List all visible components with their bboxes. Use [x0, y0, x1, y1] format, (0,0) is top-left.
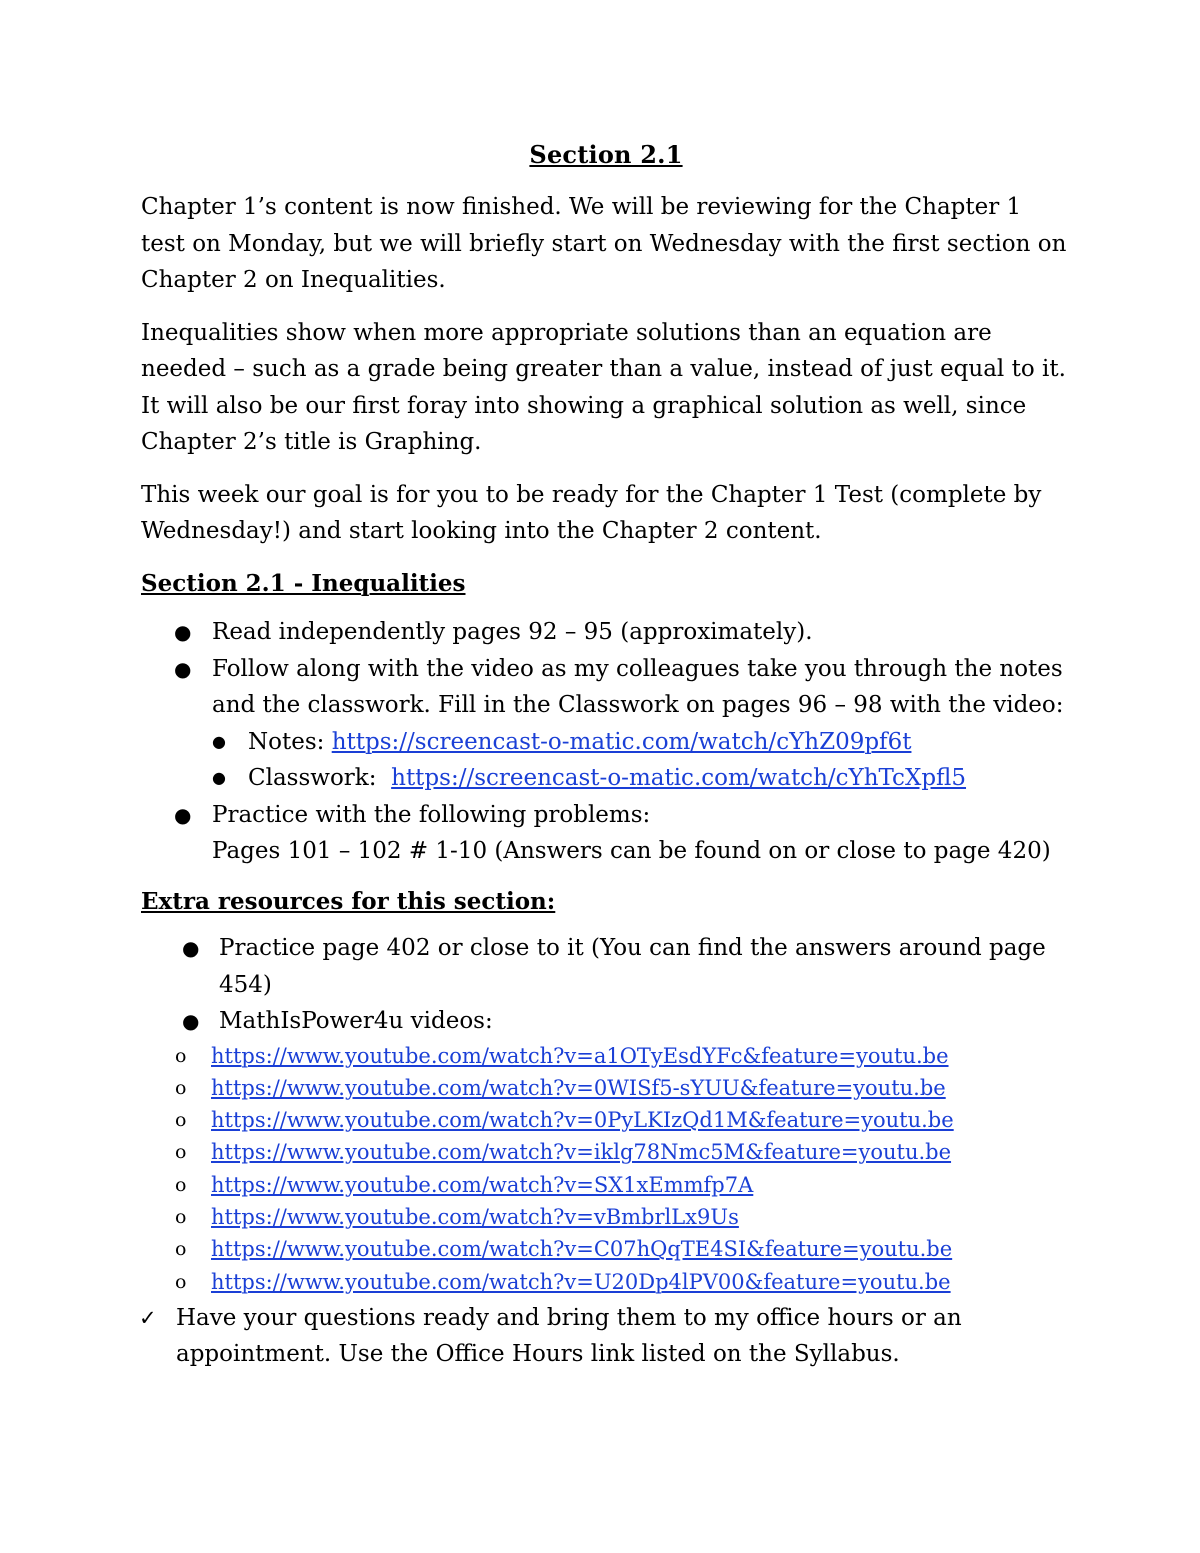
hollow-circle-icon: o	[175, 1270, 187, 1293]
hollow-circle-icon: o	[175, 1141, 187, 1164]
hollow-circle-icon: o	[175, 1238, 187, 1261]
extra-resources-heading: Extra resources for this section:	[141, 887, 556, 915]
list-item-youtube	[141, 1072, 1071, 1104]
hollow-circle-icon: o	[175, 1205, 187, 1228]
list-item-youtube	[141, 1104, 1071, 1136]
document-page	[141, 140, 1071, 1373]
youtube-link[interactable]: https://www.youtube.com/watch?v=0WISf5-sYUU&feature=youtu.be	[211, 1075, 946, 1100]
practice-line-1: Practice with the following problems:	[212, 801, 651, 828]
classwork-link[interactable]: https://screencast-o-matic.com/watch/cYhTcXpfl5	[391, 765, 967, 791]
youtube-link[interactable]: https://www.youtube.com/watch?v=iklg78Nmc5M&feature=youtu.be	[211, 1140, 952, 1165]
youtube-link[interactable]: https://www.youtube.com/watch?v=a1OTyEsdYFc&feature=youtu.be	[211, 1043, 949, 1068]
bullet-icon: ●	[182, 1009, 200, 1033]
sub-bullet-icon: ●	[212, 731, 226, 751]
closing-item	[141, 1300, 1071, 1373]
list-item-youtube	[141, 1201, 1071, 1233]
list-item-youtube	[141, 1136, 1071, 1168]
youtube-link[interactable]: https://www.youtube.com/watch?v=U20Dp4lPV00&feature=youtu.be	[211, 1269, 951, 1294]
videos-label: MathIsPower4u videos:	[219, 1008, 493, 1034]
section-heading: Section 2.1 - Inequalities	[141, 569, 466, 597]
hollow-circle-icon: o	[175, 1173, 187, 1196]
list-item-videos	[141, 1003, 1071, 1040]
list-item-notes	[212, 724, 1071, 761]
youtube-link[interactable]: https://www.youtube.com/watch?v=vBmbrlLx9Us	[211, 1204, 739, 1229]
hollow-circle-icon: o	[175, 1044, 187, 1067]
intro-paragraph: Chapter 1’s content is now finished. We will be reviewing for the Chapter 1 test on Monday, but we will briefly start on Wednesday with the first section on Chapter 2 on Inequalities.	[141, 194, 1067, 293]
list-item-youtube	[141, 1169, 1071, 1201]
classwork-label: Classwork:	[248, 765, 392, 791]
inequalities-paragraph: Inequalities show when more appropriate solutions than an equation are needed – such as a grade being greater than a value, instead of just equal to it. It will also be our first foray into showing a graphical solution as well, since Chapter 2’s title is Graphing.	[141, 319, 1066, 455]
notes-link[interactable]: https://screencast-o-matic.com/watch/cYhZ09pf6t	[331, 728, 912, 755]
closing-text: Have your questions ready and bring them to my office hours or an appointment. Use the Office Hours link listed on the Syllabus.	[176, 1304, 962, 1368]
bullet-icon: ●	[174, 620, 192, 644]
youtube-link[interactable]: https://www.youtube.com/watch?v=0PyLKIzQd1M&feature=youtu.be	[211, 1108, 954, 1133]
notes-label: Notes:	[248, 728, 332, 755]
follow-text: Follow along with the video as my colleagues take you through the notes and the classwork. Fill in the Classwork on pages 96 – 98 with the video:	[212, 655, 1064, 718]
video-sub-list	[212, 724, 1071, 797]
list-item-read	[141, 614, 1071, 651]
list-item-practice	[141, 797, 1071, 870]
bullet-icon: ●	[182, 936, 200, 960]
youtube-link[interactable]: https://www.youtube.com/watch?v=C07hQqTE4SI&feature=youtu.be	[211, 1237, 953, 1262]
hollow-circle-icon: o	[175, 1109, 187, 1132]
youtube-link[interactable]: https://www.youtube.com/watch?v=SX1xEmmfp7A	[211, 1172, 754, 1197]
list-item-youtube	[141, 1233, 1071, 1265]
list-item-follow	[141, 651, 1071, 797]
read-text: Read independently pages 92 – 95 (approximately).	[212, 619, 813, 645]
extra-resources-list	[141, 930, 1071, 1040]
list-item-youtube	[141, 1266, 1071, 1298]
page-title: Section 2.1	[529, 140, 683, 169]
youtube-link-list	[141, 1040, 1071, 1298]
sub-bullet-icon: ●	[212, 768, 226, 787]
goal-paragraph: This week our goal is for you to be ready for the Chapter 1 Test (complete by Wednesday!) and start looking into the Chapter 2 content.	[141, 481, 1042, 544]
extra-practice-text: Practice page 402 or close to it (You can find the answers around page 454)	[219, 935, 1046, 998]
check-mark-icon: ✓	[139, 1305, 157, 1330]
list-item-youtube	[141, 1040, 1071, 1072]
bullet-icon: ●	[174, 802, 192, 827]
hollow-circle-icon: o	[175, 1076, 187, 1099]
practice-line-2: Pages 101 – 102 # 1-10 (Answers can be found on or close to page 420)	[212, 838, 1051, 864]
list-item-extra-practice	[141, 930, 1071, 1003]
section-bullet-list	[141, 614, 1071, 870]
list-item-classwork	[212, 760, 1071, 797]
bullet-icon: ●	[174, 656, 192, 681]
